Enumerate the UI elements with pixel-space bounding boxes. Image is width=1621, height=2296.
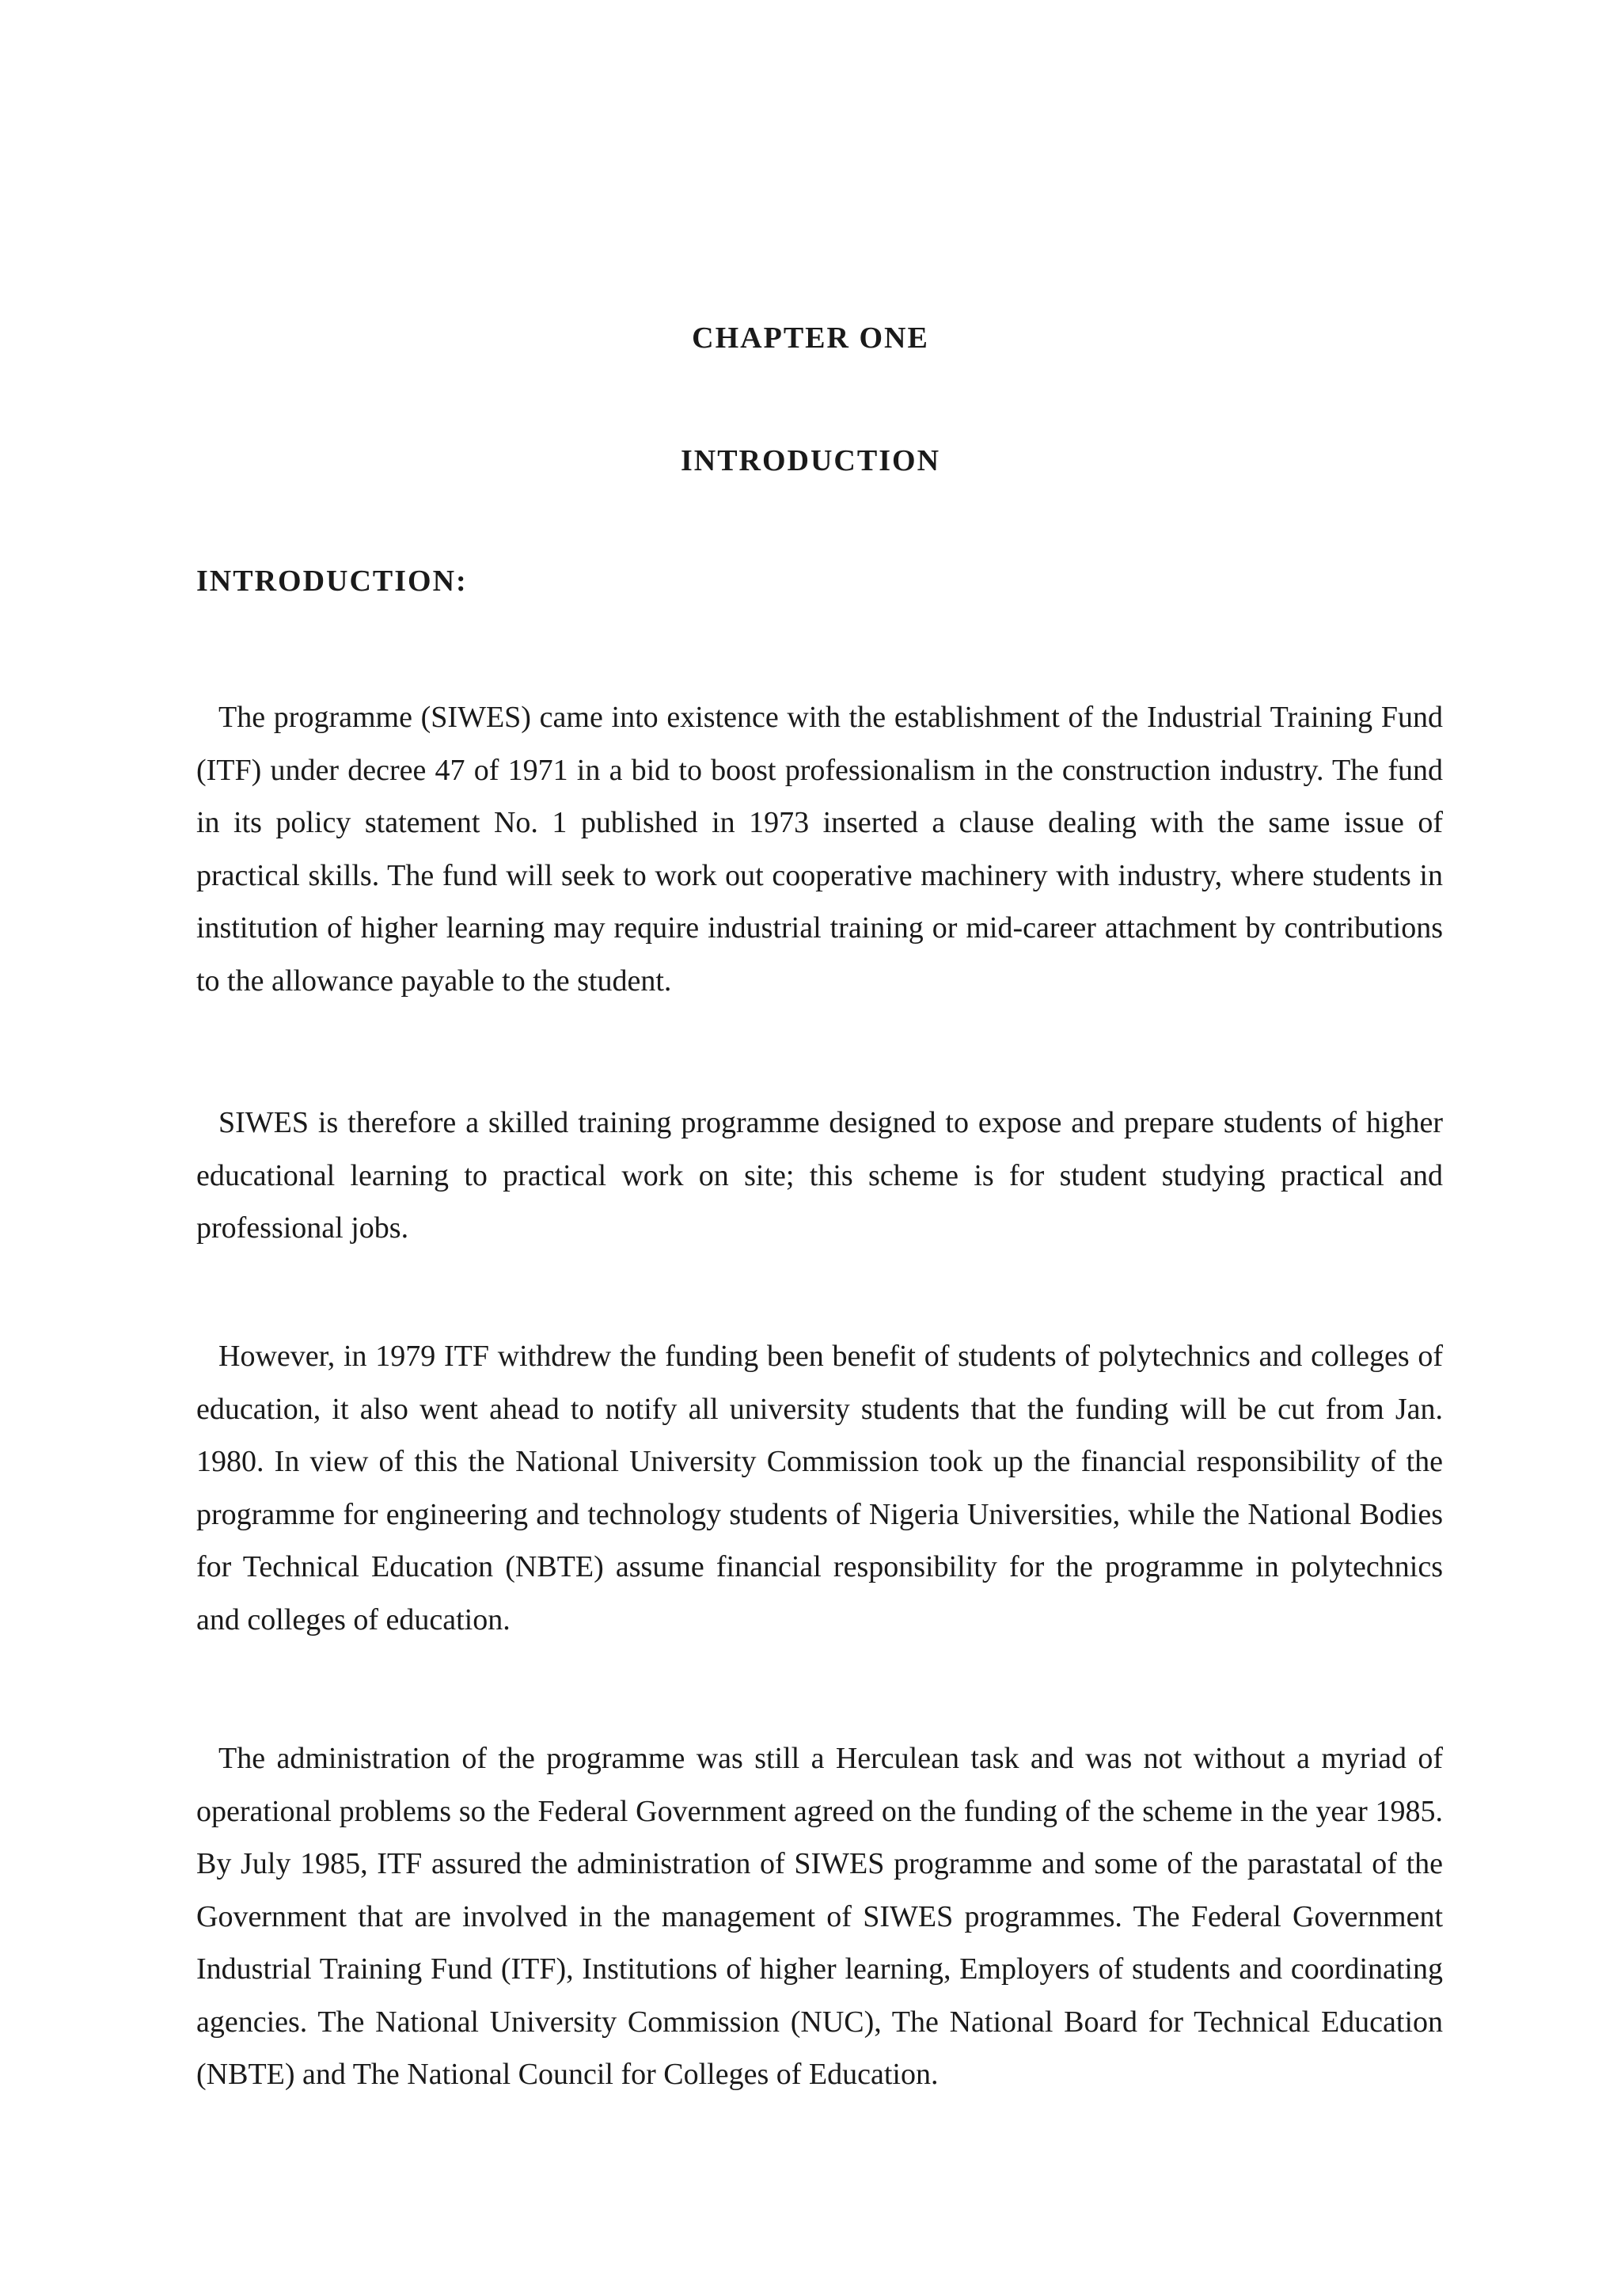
chapter-title: INTRODUCTION [680,444,941,477]
chapter-heading: CHAPTER ONE [692,321,929,355]
paragraph-3: However, in 1979 ITF withdrew the funding been benefit of students of polytechnics and colleges of education, it also went ahead to notify all university students that the funding will be cut from Jan. 1980. In view of this the National University Commission took up the financial responsibility of the programme for engineering and technology students of Nigeria Universities, while the National Bodies for Technical Education (NBTE) assume financial responsibility for the programme in polytechnics and colleges of education. [196,1340,1443,1636]
section-label: INTRODUCTION: [196,564,468,598]
paragraph-1: The programme (SIWES) came into existence with the establishment of the Industrial Training Fund (ITF) under decree 47 of 1971 in a bid to boost professionalism in the construction industry. The fund in its policy statement No. 1 published in 1973 inserted a clause dealing with the same issue of practical skills. The fund will seek to work out cooperative machinery with industry, where students in institution of higher learning may require industrial training or mid-career attachment by contributions to the allowance payable to the student. [196,701,1443,998]
paragraph-4: The administration of the programme was still a Herculean task and was not without a myriad of operational problems so the Federal Government agreed on the funding of the scheme in the year 1985. By July 1985, ITF assured the administration of SIWES programme and some of the parastatal of the Government that are involved in the management of SIWES programmes. The Federal Government Industrial Training Fund (ITF), Institutions of higher learning, Employers of students and coordinating agencies. The National University Commission (NUC), The National Board for Technical Education (NBTE) and The National Council for Colleges of Education. [196,1742,1443,2091]
paragraph-2: SIWES is therefore a skilled training programme designed to expose and prepare students of higher educational learning to practical work on site; this scheme is for student studying practical and professional jobs. [196,1106,1443,1245]
